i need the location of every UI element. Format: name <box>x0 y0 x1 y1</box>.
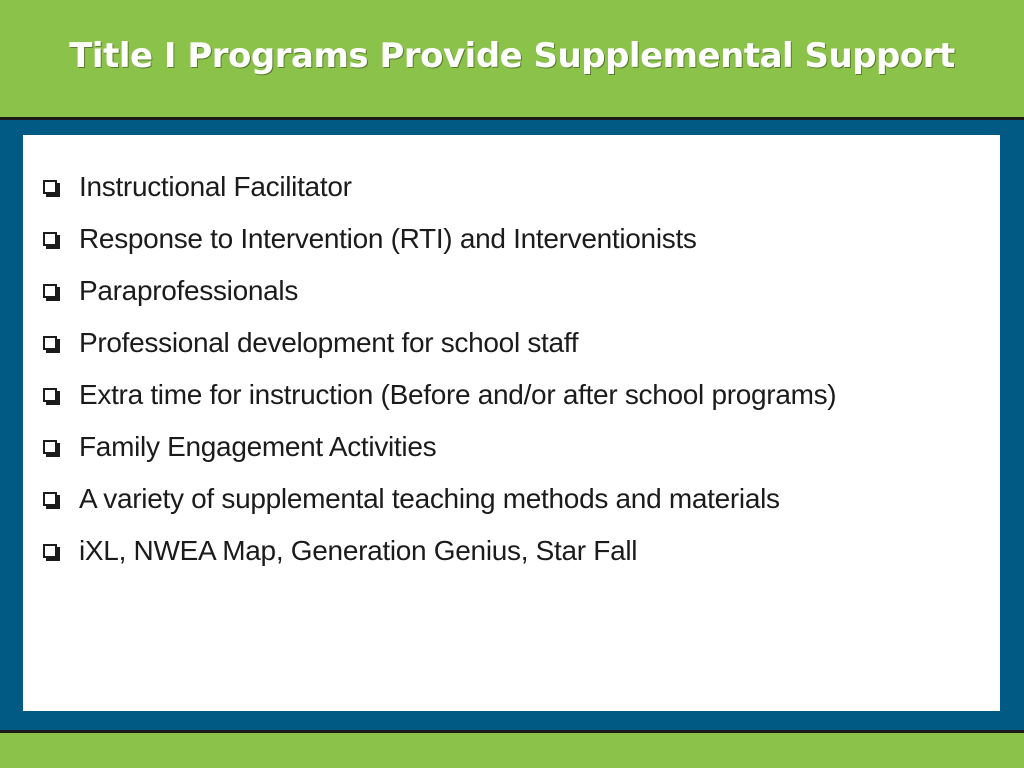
list-item-label: iXL, NWEA Map, Generation Genius, Star Fall <box>79 535 638 566</box>
list-item <box>43 213 836 265</box>
slide-title: Title I Programs Provide Supplemental Support <box>69 36 955 76</box>
list-item <box>43 161 836 213</box>
list-item-label: Response to Intervention (RTI) and Interventionists <box>79 223 697 254</box>
list-item <box>43 369 836 421</box>
checkbox-bullet-icon <box>43 492 57 506</box>
checkbox-bullet-icon <box>43 440 57 454</box>
checkbox-bullet-icon <box>43 180 57 194</box>
list-item-label: Family Engagement Activities <box>79 431 437 462</box>
list-item-label: Paraprofessionals <box>79 275 299 306</box>
list-item <box>43 473 836 525</box>
list-item-label: Extra time for instruction (Before and/or after school programs) <box>79 379 837 410</box>
list-item-label: Instructional Facilitator <box>79 171 352 202</box>
content-panel <box>23 135 1000 711</box>
checkbox-bullet-icon <box>43 232 57 246</box>
list-item <box>43 265 836 317</box>
checkbox-bullet-icon <box>43 336 57 350</box>
list-item <box>43 317 836 369</box>
list-item <box>43 421 836 473</box>
list-item <box>43 525 836 577</box>
checkbox-bullet-icon <box>43 544 57 558</box>
list-item-label: Professional development for school staff <box>79 327 579 358</box>
checkbox-bullet-icon <box>43 388 57 402</box>
checkbox-bullet-icon <box>43 284 57 298</box>
header-bar <box>0 0 1024 120</box>
list-item-label: A variety of supplemental teaching methods and materials <box>79 483 780 514</box>
footer-bar <box>0 730 1024 768</box>
bullet-list <box>43 161 836 577</box>
